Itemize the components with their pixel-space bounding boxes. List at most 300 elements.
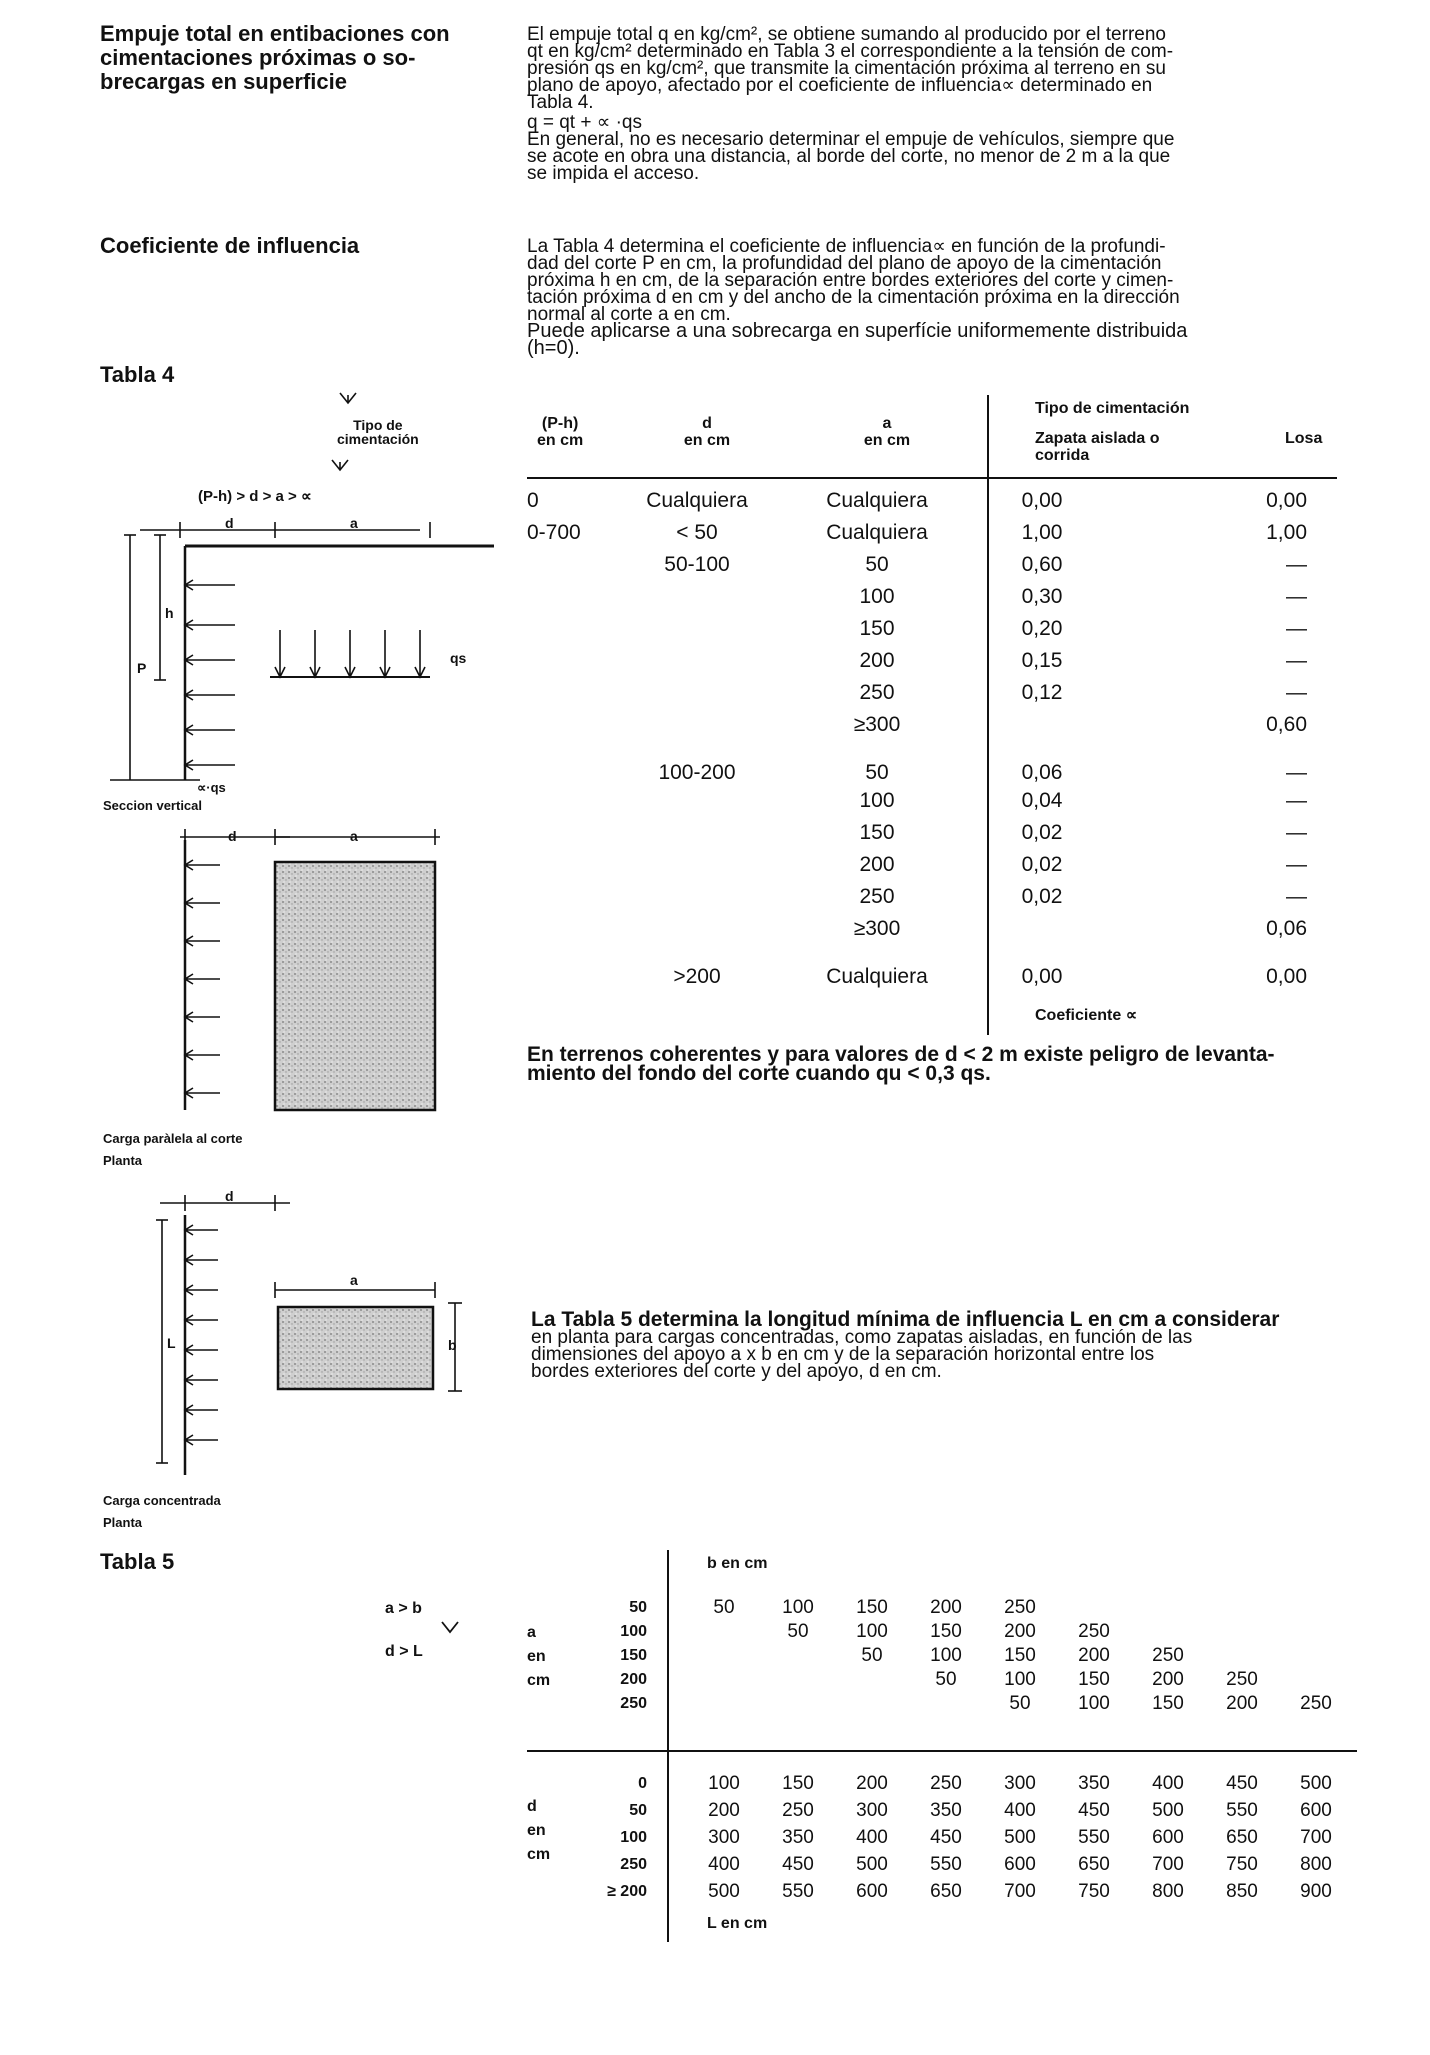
table-cell: 550: [1226, 1799, 1258, 1821]
intro-line: en planta para cargas concentradas, como zapatas aisladas, en función de las: [531, 1327, 1193, 1348]
tabla5-upper: [587, 1596, 1353, 1716]
label-line: cm: [527, 1672, 551, 1689]
table-row: [587, 1770, 1353, 1797]
cell-losa: 0,60: [1266, 713, 1307, 736]
tabla4-table: [527, 395, 1337, 1035]
cell-a: 250: [859, 885, 895, 908]
cell-ph: [527, 677, 607, 709]
label-d-plan2: d: [225, 1188, 234, 1204]
text-line: tación próxima d en cm y del ancho de la cimentación próxima en la dirección: [527, 287, 1180, 308]
table-cell: 650: [1226, 1826, 1258, 1848]
title-line: Empuje total en entibaciones con: [100, 21, 450, 46]
table-cell: 150: [930, 1621, 962, 1642]
text-line: qt en kg/cm² determinado en Tabla 3 el correspondiente a la tensión de com-: [527, 41, 1174, 62]
tabla5-title: Tabla 5: [100, 1549, 175, 1574]
label-P: P: [137, 660, 147, 676]
table-cell: 300: [856, 1799, 888, 1821]
table-cell: 250: [1226, 1669, 1258, 1690]
cell-zapata: [967, 913, 1117, 945]
table-cell: 50: [1009, 1693, 1031, 1714]
text-line: plano de apoyo, afectado por el coeficiente de influencia∝ determinado en: [527, 75, 1153, 96]
table-row: [527, 945, 1307, 989]
cell-losa: —: [1286, 821, 1307, 844]
table-cell: 900: [1300, 1880, 1332, 1902]
table-row: [527, 817, 1307, 849]
row-header: 250: [620, 1695, 647, 1712]
table-cell: 250: [1300, 1693, 1332, 1714]
label-b-plan2: b: [448, 1337, 457, 1353]
cell-losa: 0,06: [1266, 917, 1307, 940]
table-row: [527, 709, 1307, 741]
table-cell: 250: [1152, 1645, 1184, 1666]
header-tipo: Tipo de cimentación: [1035, 400, 1190, 417]
table-cell: 250: [782, 1799, 814, 1821]
table-cell: 400: [1152, 1772, 1184, 1794]
caption-line: Planta: [103, 1515, 143, 1530]
cell-losa: 0,00: [1266, 965, 1307, 988]
table-cell: 150: [1152, 1693, 1184, 1714]
cell-d: [607, 881, 787, 913]
cell-a: 200: [859, 649, 895, 672]
row-header: 150: [620, 1647, 647, 1664]
table-cell: [1279, 1620, 1353, 1644]
cell-zapata: 0,02: [1021, 853, 1063, 876]
table-cell: 500: [856, 1853, 888, 1875]
label-h: h: [165, 605, 174, 621]
label-line: Tipo de: [353, 417, 403, 433]
intro-line: dimensiones del apoyo a x b en cm y de la separación horizontal entre los: [531, 1344, 1155, 1365]
table-cell: [1205, 1596, 1279, 1620]
cell-ph: [527, 913, 607, 945]
spacer: [647, 1770, 687, 1797]
tabla5-mid-rule: [527, 1750, 1357, 1752]
text-line: normal al corte a en cm.: [527, 304, 731, 325]
table-row: [527, 913, 1307, 945]
section-title-empuje: [100, 22, 490, 94]
cell-a: Cualquiera: [826, 489, 928, 512]
table-cell: 450: [1078, 1799, 1110, 1821]
cell-d: [607, 613, 787, 645]
table-cell: 50: [787, 1621, 809, 1642]
table-cell: 200: [1078, 1645, 1110, 1666]
cell-a: 100: [859, 585, 895, 608]
cell-losa: —: [1286, 681, 1307, 704]
intro-bold: La Tabla 5 determina la longitud mínima de influencia L en cm a considerar: [531, 1308, 1280, 1331]
spacer: [647, 1644, 687, 1668]
cell-a: ≥300: [853, 917, 901, 940]
text-line: La Tabla 4 determina el coeficiente de influencia∝ en función de la profundi-: [527, 236, 1166, 257]
cell-zapata: 0,15: [1021, 649, 1063, 672]
tabla4-body: [527, 485, 1307, 989]
cell-ph: [527, 709, 607, 741]
table-cell: 100: [782, 1597, 814, 1618]
header-d: [647, 415, 767, 449]
spacer: [647, 1692, 687, 1716]
header-line: Zapata aislada o: [1035, 430, 1160, 447]
spacer: [647, 1668, 687, 1692]
table-row: [587, 1878, 1353, 1905]
cell-losa: 1,00: [1266, 521, 1307, 544]
cell-d: [607, 913, 787, 945]
table-cell: 650: [930, 1880, 962, 1902]
caption-plan2: [103, 1490, 221, 1534]
section-title-coeficiente: Coeficiente de influencia: [100, 233, 360, 258]
row-header: 50: [629, 1599, 647, 1616]
table-cell: [761, 1644, 835, 1668]
cell-ph: 0-700: [527, 521, 581, 544]
table-row: [527, 741, 1307, 785]
cell-a: 250: [859, 681, 895, 704]
table-row: [587, 1668, 1353, 1692]
table-cell: 450: [782, 1853, 814, 1875]
table-row: [527, 549, 1307, 581]
table-row: [527, 849, 1307, 881]
label-d: d: [225, 515, 234, 531]
caption-line: Planta: [103, 1153, 143, 1168]
title-line: cimentaciones próximas o so-: [100, 45, 416, 70]
table-row: [587, 1596, 1353, 1620]
table-cell: [1279, 1644, 1353, 1668]
table-cell: [835, 1692, 909, 1716]
text-line: Tabla 4.: [527, 92, 594, 113]
table-cell: [909, 1692, 983, 1716]
table-cell: [1205, 1644, 1279, 1668]
cell-a: Cualquiera: [826, 965, 928, 988]
table-cell: [687, 1644, 761, 1668]
label-L-plan2: L: [167, 1335, 176, 1351]
cell-a: Cualquiera: [826, 521, 928, 544]
cell-zapata: 0,06: [1021, 761, 1063, 784]
cell-ph: 0: [527, 489, 539, 512]
cell-losa: —: [1286, 649, 1307, 672]
tabla5-chain2: d > L: [385, 1643, 423, 1660]
cell-losa: —: [1286, 585, 1307, 608]
cell-a: ≥300: [853, 713, 901, 736]
cell-a: 150: [859, 821, 895, 844]
table-cell: 200: [1152, 1669, 1184, 1690]
row-header: 200: [620, 1671, 647, 1688]
label-d-plan1: d: [228, 828, 237, 844]
caption-section: Seccion vertical: [103, 798, 202, 813]
table-cell: [761, 1692, 835, 1716]
table-cell: 500: [1300, 1772, 1332, 1794]
cell-ph: [527, 581, 607, 613]
table-cell: 700: [1004, 1880, 1036, 1902]
label-line: en: [527, 1648, 546, 1665]
table-cell: 50: [935, 1669, 957, 1690]
label-line: a: [527, 1624, 536, 1641]
cell-ph: [527, 785, 607, 817]
table-cell: [687, 1620, 761, 1644]
table-cell: 300: [708, 1826, 740, 1848]
header-ph: [537, 415, 583, 449]
spacer: [647, 1824, 687, 1851]
table-cell: 800: [1152, 1880, 1184, 1902]
tabla5-chain-arrow: [440, 1620, 460, 1639]
cell-zapata: 0,04: [1021, 789, 1063, 812]
text-line: dad del corte P en cm, la profundidad del plano de apoyo de la cimentación: [527, 253, 1162, 274]
cell-zapata: 0,20: [1021, 617, 1063, 640]
cell-zapata: 0,02: [1021, 885, 1063, 908]
table-cell: 400: [708, 1853, 740, 1875]
header-line: en cm: [537, 432, 584, 449]
table-cell: 350: [1078, 1772, 1110, 1794]
table-cell: 150: [856, 1597, 888, 1618]
cell-ph: [527, 741, 607, 785]
label-line: d: [527, 1798, 537, 1815]
table-cell: [1131, 1620, 1205, 1644]
spacer: [647, 1596, 687, 1620]
cell-losa: —: [1286, 789, 1307, 812]
tabla4-title: Tabla 4: [100, 362, 175, 387]
table-row: [527, 645, 1307, 677]
table-cell: 100: [1004, 1669, 1036, 1690]
tabla4-header-rule: [527, 477, 1337, 479]
paragraph-empuje: [527, 26, 1347, 182]
formula-line: q = qt + ∝ ·qs: [527, 112, 642, 133]
table-row: [587, 1692, 1353, 1716]
cell-a: 50: [865, 761, 889, 784]
text-line: (h=0).: [527, 337, 580, 359]
diagram-chain: (P-h) > d > a > ∝: [198, 488, 312, 505]
cell-d: [607, 581, 787, 613]
text-line: se impida el acceso.: [527, 163, 700, 184]
row-header: 100: [620, 1623, 647, 1640]
table-cell: 150: [1004, 1645, 1036, 1666]
spacer: [647, 1797, 687, 1824]
cell-zapata: 0,60: [1021, 553, 1063, 576]
cell-d: >200: [673, 965, 721, 988]
table-cell: 600: [1300, 1799, 1332, 1821]
table-cell: 50: [861, 1645, 883, 1666]
cell-ph: [527, 881, 607, 913]
title-line: brecargas en superficie: [100, 69, 348, 94]
table-cell: 750: [1078, 1880, 1110, 1902]
table-cell: [1131, 1596, 1205, 1620]
text-line: Puede aplicarse a una sobrecarga en superfície uniformemente distribuida: [527, 320, 1188, 342]
table-cell: 400: [856, 1826, 888, 1848]
tabla4-note: [527, 1045, 1347, 1083]
header-a: [827, 415, 947, 449]
tabla4-footer: Coeficiente ∝: [1035, 1007, 1138, 1024]
header-zapata: [1035, 430, 1160, 464]
cell-a: 200: [859, 853, 895, 876]
table-cell: 200: [856, 1772, 888, 1794]
text-line: próxima h en cm, de la separación entre bordes exteriores del corte y cimen-: [527, 270, 1174, 291]
cell-d: 100-200: [658, 761, 736, 784]
table-cell: 350: [782, 1826, 814, 1848]
table-cell: 750: [1226, 1853, 1258, 1875]
table-cell: 550: [1078, 1826, 1110, 1848]
cell-zapata: 1,00: [1021, 521, 1063, 544]
cell-ph: [527, 613, 607, 645]
cell-d: [607, 817, 787, 849]
table-row: [527, 613, 1307, 645]
label-line: en: [527, 1822, 546, 1839]
text-line: se acote en obra una distancia, al borde del corte, no menor de 2 m a la que: [527, 146, 1171, 167]
cell-d: Cualquiera: [646, 489, 748, 512]
table-cell: [687, 1668, 761, 1692]
cell-zapata: 0,12: [1021, 681, 1063, 704]
caption-line: Carga paràlela al corte: [103, 1131, 243, 1146]
caption-line: Carga concentrada: [103, 1493, 221, 1508]
cell-d: 50-100: [664, 553, 730, 576]
cell-losa: —: [1286, 885, 1307, 908]
tabla5-d-label: [527, 1795, 550, 1867]
table-cell: 200: [1004, 1621, 1036, 1642]
cell-losa: —: [1286, 853, 1307, 876]
label-line: cimentación: [337, 431, 419, 447]
table-cell: 800: [1300, 1853, 1332, 1875]
cell-zapata: 0,30: [1021, 585, 1063, 608]
tabla5-lower: [587, 1770, 1353, 1905]
label-a: a: [350, 515, 358, 531]
table-cell: 150: [1078, 1669, 1110, 1690]
table-cell: 650: [1078, 1853, 1110, 1875]
table-cell: 500: [1152, 1799, 1184, 1821]
label-line: cm: [527, 1846, 551, 1863]
table-row: [527, 485, 1307, 517]
intro-line: bordes exteriores del corte y del apoyo, d en cm.: [531, 1361, 942, 1382]
cell-d: [607, 849, 787, 881]
row-header: 250: [620, 1855, 647, 1873]
header-line: en cm: [863, 432, 911, 449]
table-cell: 50: [713, 1597, 735, 1618]
table-cell: 250: [1078, 1621, 1110, 1642]
cell-ph: [527, 645, 607, 677]
table-cell: 550: [930, 1853, 962, 1875]
cell-losa: 0,00: [1266, 489, 1307, 512]
chevron-down-icon: [440, 1620, 460, 1634]
tabla5-chain1: a > b: [385, 1600, 422, 1617]
cell-d: [607, 677, 787, 709]
cell-d: < 50: [676, 521, 718, 544]
cell-ph: [527, 849, 607, 881]
table-cell: 100: [930, 1645, 962, 1666]
table-cell: [1057, 1596, 1131, 1620]
table-cell: 600: [1004, 1853, 1036, 1875]
table-cell: 200: [1226, 1693, 1258, 1714]
row-header: ≥ 200: [607, 1882, 647, 1900]
table-cell: [1205, 1620, 1279, 1644]
table-cell: 850: [1226, 1880, 1258, 1902]
header-line: corrida: [1035, 447, 1090, 464]
table-cell: 700: [1152, 1853, 1184, 1875]
table-cell: [687, 1692, 761, 1716]
table-cell: 500: [708, 1880, 740, 1902]
tabla5-intro: [531, 1310, 1351, 1380]
table-cell: [835, 1668, 909, 1692]
cell-zapata: 0,00: [1021, 965, 1063, 988]
cell-a: 50: [865, 553, 889, 576]
table-row: [527, 785, 1307, 817]
cell-a: 150: [859, 617, 895, 640]
cell-ph: [527, 549, 607, 581]
note-line: En terrenos coherentes y para valores de d < 2 m existe peligro de levanta-: [527, 1043, 1275, 1066]
spacer: [647, 1878, 687, 1905]
spacer: [647, 1620, 687, 1644]
table-cell: 100: [856, 1621, 888, 1642]
cell-zapata: 0,02: [1021, 821, 1063, 844]
header-line: en cm: [683, 432, 731, 449]
paragraph-coeficiente: [527, 238, 1347, 357]
caption-plan1: [103, 1128, 242, 1172]
table-cell: 600: [856, 1880, 888, 1902]
tabla5-a-label: [527, 1621, 550, 1693]
table-row: [587, 1620, 1353, 1644]
table-row: [587, 1644, 1353, 1668]
table-cell: 450: [930, 1826, 962, 1848]
table-cell: 250: [930, 1772, 962, 1794]
table-cell: 150: [782, 1772, 814, 1794]
cell-losa: —: [1286, 761, 1307, 784]
cell-losa: —: [1286, 617, 1307, 640]
label-qs: qs: [450, 650, 467, 666]
table-cell: 350: [930, 1799, 962, 1821]
table-row: [587, 1851, 1353, 1878]
table-cell: 600: [1152, 1826, 1184, 1848]
tabla5-L-footer: L en cm: [707, 1915, 768, 1932]
table-cell: 550: [782, 1880, 814, 1902]
diagram-tipo-label: [337, 418, 419, 446]
spacer: [647, 1851, 687, 1878]
cell-ph: [527, 945, 607, 989]
header-losa: Losa: [1285, 430, 1323, 447]
tabla5-b-header: b en cm: [707, 1555, 768, 1572]
header-line: (P-h): [541, 415, 579, 432]
cell-ph: [527, 817, 607, 849]
table-cell: 200: [708, 1799, 740, 1821]
table-cell: 450: [1226, 1772, 1258, 1794]
table-cell: 250: [1004, 1597, 1036, 1618]
text-line: presión qs en kg/cm², que transmite la cimentación próxima al terreno en su: [527, 58, 1166, 79]
note-line: miento del fondo del corte cuando qu < 0,3 qs.: [527, 1062, 991, 1085]
cell-d: [607, 645, 787, 677]
table-cell: [1279, 1668, 1353, 1692]
table-cell: 500: [1004, 1826, 1036, 1848]
table-row: [527, 517, 1307, 549]
row-header: 0: [638, 1774, 647, 1792]
cell-d: [607, 785, 787, 817]
label-a-plan1: a: [350, 828, 358, 844]
text-line: En general, no es necesario determinar el empuje de vehículos, siempre que: [527, 129, 1175, 150]
table-cell: 700: [1300, 1826, 1332, 1848]
table-cell: 400: [1004, 1799, 1036, 1821]
table-row: [527, 677, 1307, 709]
tabla5-table: [527, 1550, 1357, 1950]
table-cell: [1279, 1596, 1353, 1620]
table-row: [527, 881, 1307, 913]
table-cell: 100: [708, 1772, 740, 1794]
table-cell: [761, 1668, 835, 1692]
row-header: 50: [629, 1801, 647, 1819]
header-line: d: [702, 415, 712, 432]
cell-losa: —: [1286, 553, 1307, 576]
cell-d: [607, 709, 787, 741]
tabla4-diagram: [90, 385, 500, 1535]
table-row: [527, 581, 1307, 613]
text-line: El empuje total q en kg/cm², se obtiene sumando al producido por el terreno: [527, 24, 1166, 45]
label-a-plan2: a: [350, 1272, 358, 1288]
table-row: [587, 1824, 1353, 1851]
table-cell: 200: [930, 1597, 962, 1618]
table-row: [587, 1797, 1353, 1824]
header-line: a: [882, 415, 892, 432]
table-cell: 100: [1078, 1693, 1110, 1714]
cell-zapata: [967, 709, 1117, 741]
cell-a: 100: [859, 789, 895, 812]
row-header: 100: [620, 1828, 647, 1846]
